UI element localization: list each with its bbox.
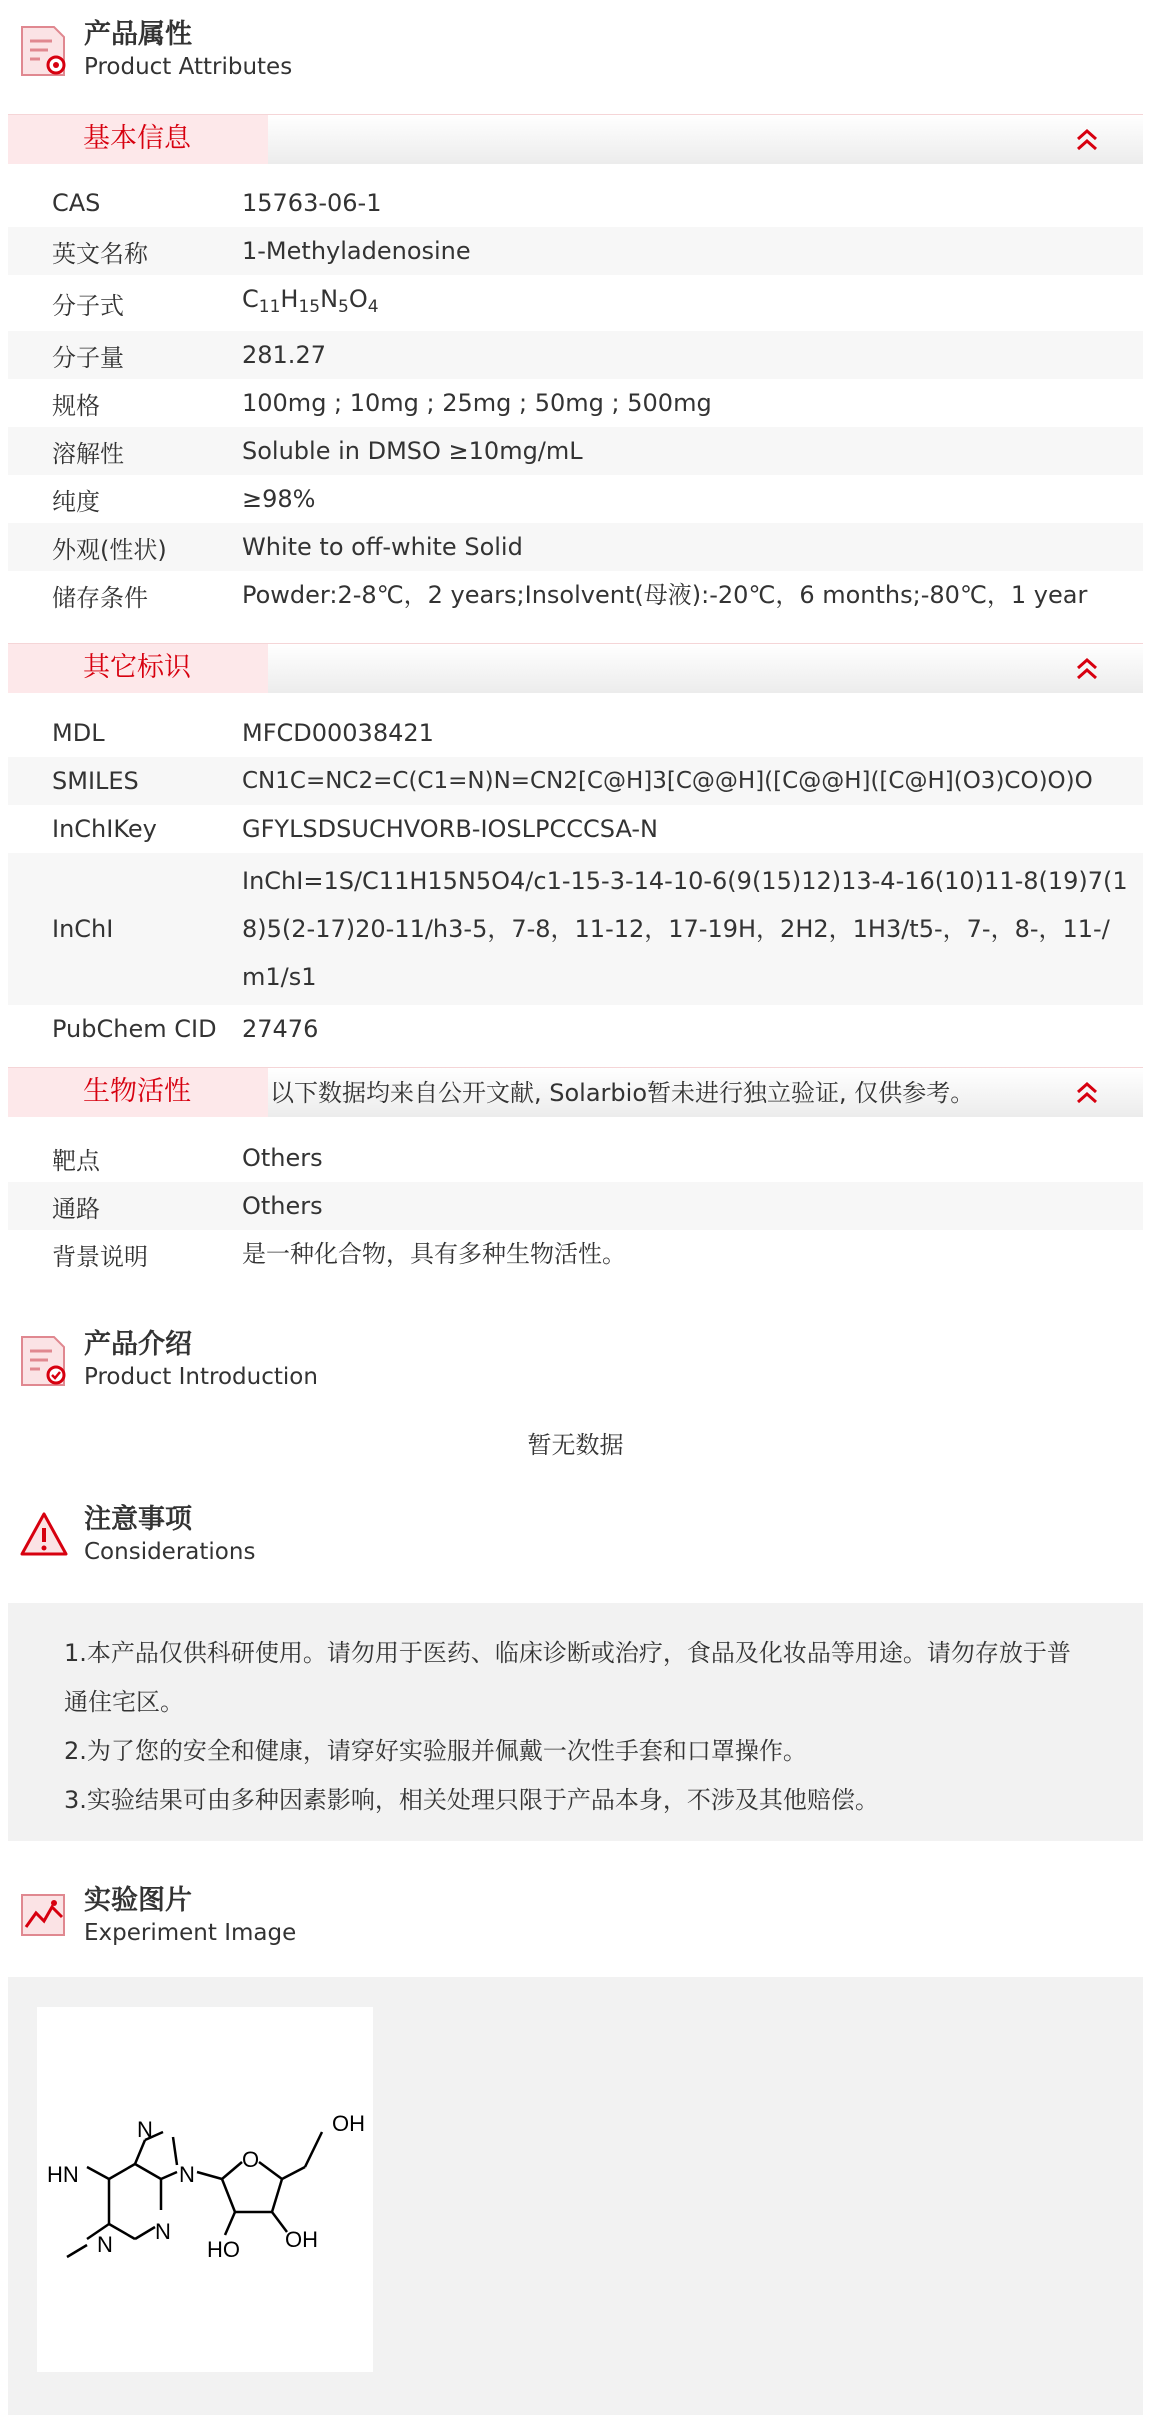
structure-label: N [97,2232,113,2257]
row-key: 溶解性 [52,439,124,468]
table-row [8,853,1143,1005]
table-row [8,1134,1143,1182]
structure-label: HO [207,2237,240,2262]
table-row [8,757,1143,805]
row-key: 外观(性状) [52,535,167,564]
section-title-zh: 产品属性 [84,19,192,50]
bio-activity-table [8,1134,1143,1278]
collapse-chevron-icon[interactable] [1075,127,1099,153]
structure-label: N [137,2117,153,2142]
basic-info-label: 基本信息 [83,123,191,154]
structure-label: OH [285,2227,318,2252]
disclaimer-note: 以下数据均来自公开文献, Solarbio暂未进行独立验证, 仅供参考。 [270,1079,975,1107]
basic-info-tab [8,115,268,164]
table-row [8,1182,1143,1230]
row-key: MDL [52,719,105,747]
row-key: 分子量 [52,343,124,372]
row-value: Soluble in DMSO ≥10mg/mL [242,437,583,465]
structure-label: OH [332,2111,365,2136]
table-row [8,475,1143,523]
section-title-en: Experiment Image [84,1920,297,1946]
row-key: InChI [52,915,114,943]
section-title-en: Considerations [84,1539,256,1565]
image-chart-icon [18,1885,70,1947]
row-key: 靶点 [52,1146,100,1175]
warning-icon [18,1504,70,1566]
row-key: 纯度 [52,487,100,516]
section-considerations [18,1503,255,1567]
section-title-zh: 注意事项 [84,1504,192,1535]
row-value: 100mg ; 10mg ; 25mg ; 50mg ; 500mg [242,389,712,417]
other-ids-label: 其它标识 [83,652,191,683]
row-key: PubChem CID [52,1015,217,1043]
bio-activity-label: 生物活性 [83,1076,191,1107]
table-row [8,805,1143,853]
row-key: 背景说明 [52,1242,148,1271]
bio-activity-tab [8,1068,268,1117]
table-row [8,331,1143,379]
row-key: 英文名称 [52,239,148,268]
collapse-chevron-icon[interactable] [1075,656,1099,682]
consideration-item: 3.实验结果可由多种因素影响，相关处理只限于产品本身，不涉及其他赔偿。 [64,1786,879,1814]
no-data-text: 暂无数据 [527,1431,624,1459]
basic-info-bar[interactable] [8,114,1143,164]
document-check-icon [18,1329,70,1391]
row-value: 27476 [242,1015,319,1043]
section-title-zh: 产品介绍 [84,1329,192,1360]
row-value: Powder:2-8℃，2 years;Insolvent(母液):-20℃，6 months;-80℃，1 year [242,581,1088,609]
section-experiment-image [18,1884,296,1948]
row-value: Others [242,1144,323,1172]
table-row [8,227,1143,275]
table-row [8,571,1143,619]
row-key: 储存条件 [52,583,148,612]
other-ids-tab [8,644,268,693]
table-row [8,427,1143,475]
row-key: CAS [52,189,101,217]
table-row [8,1230,1143,1278]
table-row [8,523,1143,571]
row-value: MFCD00038421 [242,719,434,747]
structure-label: N [155,2219,171,2244]
section-product-introduction [18,1328,318,1392]
consideration-item: 1.本产品仅供科研使用。请勿用于医药、临床诊断或治疗，食品及化妆品等用途。请勿存放于普通住宅区。 [64,1639,1071,1716]
row-key: SMILES [52,767,139,795]
document-gear-icon [18,19,70,81]
section-title-en: Product Introduction [84,1364,318,1390]
structure-label: HN [47,2162,79,2187]
row-value: GFYLSDSUCHVORB-IOSLPCCCSA-N [242,815,658,843]
consideration-item: 2.为了您的安全和健康，请穿好实验服并佩戴一次性手套和口罩操作。 [64,1737,807,1765]
other-ids-bar[interactable] [8,643,1143,693]
table-row [8,1005,1143,1053]
molecular-formula: $C_{11}H_{15}N_5O_4$ [242,285,379,317]
structure-image[interactable] [37,2007,373,2372]
row-value: ≥98% [242,485,316,513]
table-row [8,709,1143,757]
row-key: 分子式 [52,291,124,320]
row-value: White to off-white Solid [242,533,523,561]
other-ids-table [8,709,1143,1053]
collapse-chevron-icon[interactable] [1075,1080,1099,1106]
row-value: 是一种化合物，具有多种生物活性。 [242,1240,626,1268]
structure-label: N [179,2162,195,2187]
structure-label: O [242,2147,260,2172]
row-key: 通路 [52,1194,100,1223]
table-row [8,379,1143,427]
section-title-en: Product Attributes [84,54,293,80]
row-value: 1-Methyladenosine [242,237,471,265]
experiment-image-panel [8,1977,1143,2415]
table-row [8,179,1143,227]
row-value: Others [242,1192,323,1220]
table-row [8,275,1143,331]
row-value: 15763-06-1 [242,189,382,217]
row-value: CN1C=NC2=C(C1=N)N=CN2[C@H]3[C@@H]([C@@H]([C@H](O3)CO)O)O [242,768,1093,794]
bio-activity-bar[interactable] [8,1067,1143,1117]
row-value: InChI=1S/C11H15N5O4/c1-15-3-14-10-6(9(15)12)13-4-16(10)11-8(19)7(18)5(2-17)20-11/h3-5，7-8，11-12，17-19H，2H2，1H3/t5-，7-，8-，11-/m1/s1 [242,867,1128,991]
basic-info-table [8,179,1143,619]
section-title-zh: 实验图片 [84,1885,192,1916]
row-key: InChIKey [52,815,157,843]
considerations-panel [8,1603,1143,1841]
section-product-attributes [18,18,292,82]
chemical-structure-drawing [37,2007,373,2372]
row-key: 规格 [52,391,100,420]
row-value: 281.27 [242,341,326,369]
